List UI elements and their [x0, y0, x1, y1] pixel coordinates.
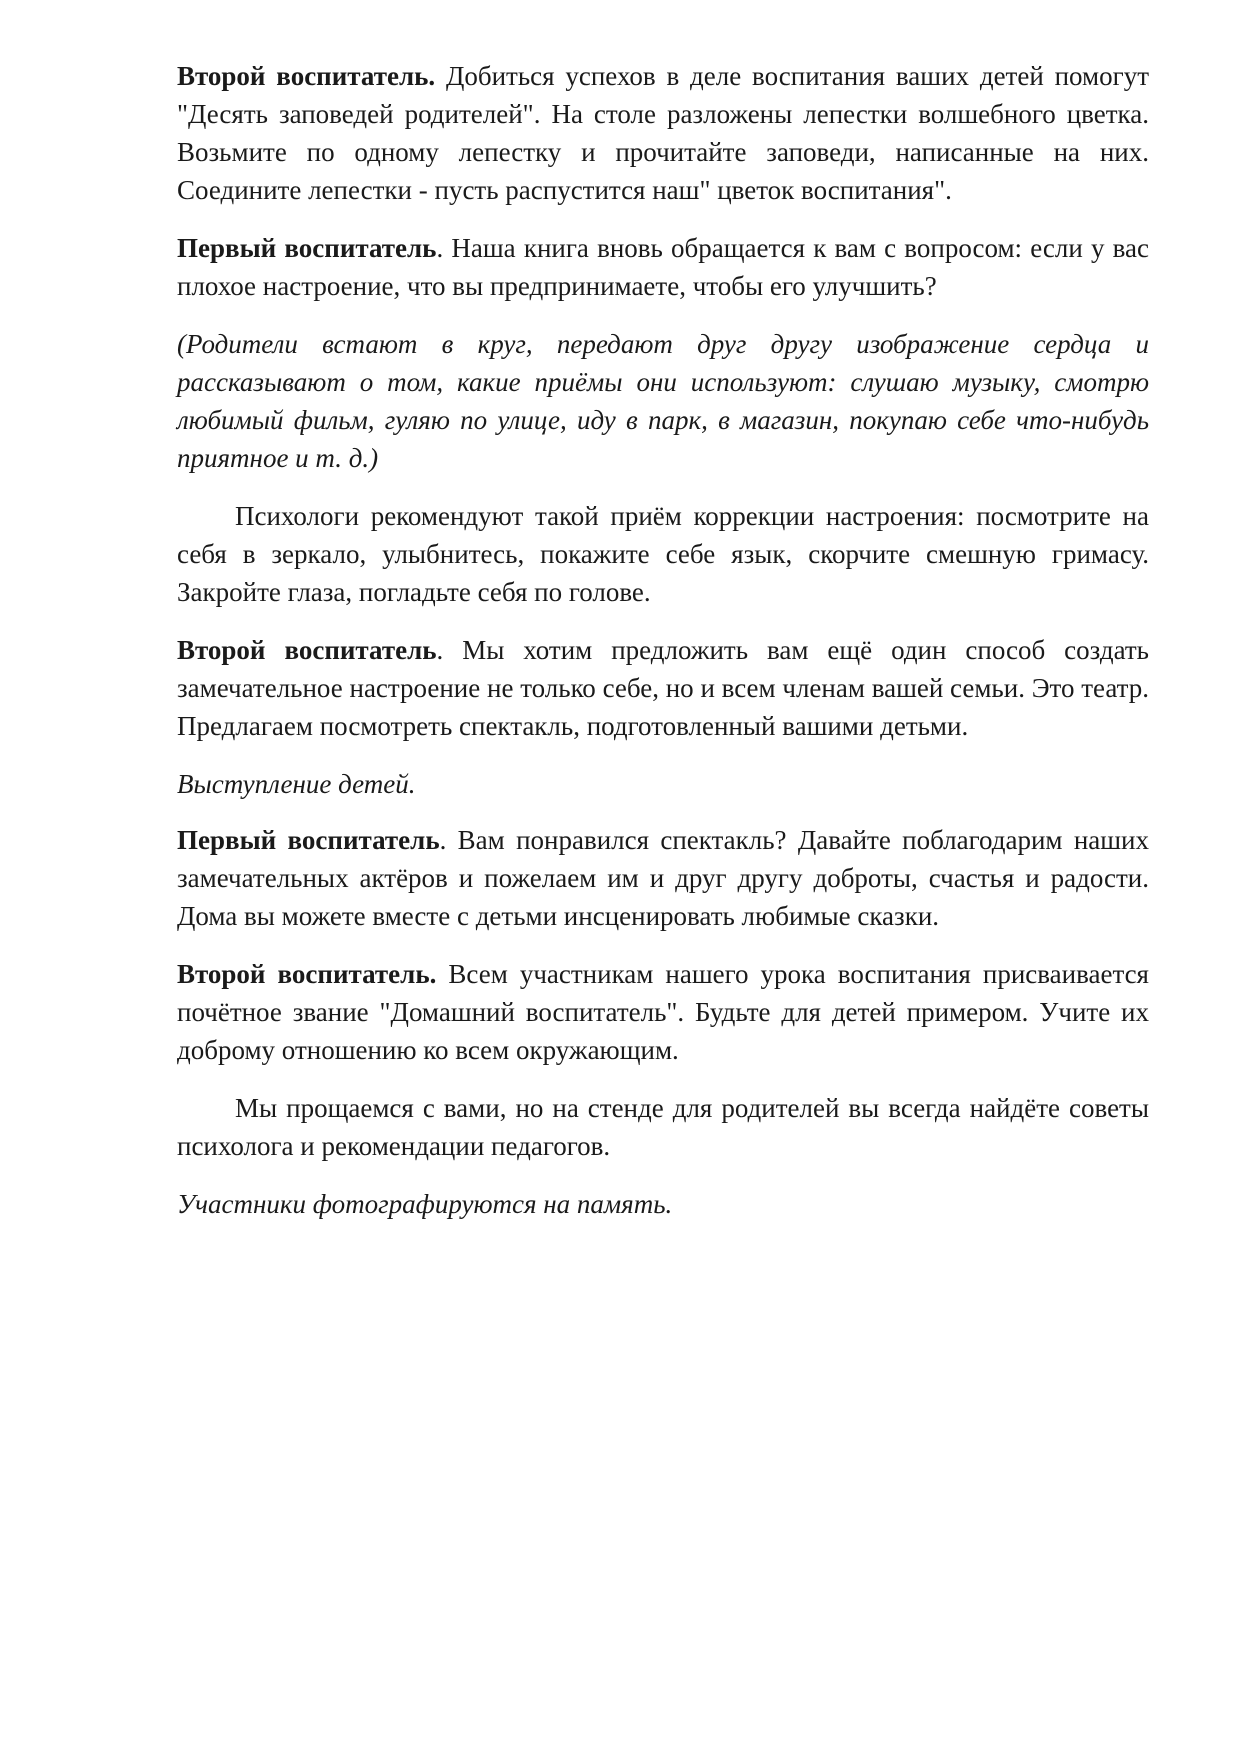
speaker-label: Второй воспитатель.: [177, 61, 436, 91]
paragraph-stage-direction-circle: [177, 325, 1149, 477]
paragraph-first-educator-thanks: [177, 821, 1149, 935]
paragraph-first-educator-question: [177, 229, 1149, 305]
paragraph-text: Добиться успехов в деле воспитания ваших детей помогут "Десять заповедей родителей". На столе разложены лепестки волшебного цветка. Возьмите по одному лепестку и прочитайте заповеди, написанные на них. Соедините лепестки - пусть распустится наш" цветок воспитания".: [177, 61, 1149, 205]
paragraph-text: (Родители встают в круг, передают друг другу изображение сердца и рассказывают о том, какие приёмы они используют: слушаю музыку, смотрю любимый фильм, гуляю по улице, иду в парк, в магазин, покупаю себе что-нибудь приятное и т. д.): [177, 329, 1149, 473]
speaker-label: Первый воспитатель: [177, 233, 437, 263]
paragraph-text: Выступление детей.: [177, 769, 416, 799]
paragraph-second-educator-title: [177, 955, 1149, 1069]
paragraph-text: . Вам понравился спектакль? Давайте поблагодарим наших замечательных актёров и пожелаем им и друг другу доброты, счастья и радости. Дома вы можете вместе с детьми инсценировать любимые сказки.: [177, 825, 1149, 931]
paragraph-text: Психологи рекомендуют такой приём коррекции настроения: посмотрите на себя в зеркало, улыбнитесь, покажите себе язык, скорчите смешную гримасу. Закройте глаза, погладьте себя по голове.: [177, 501, 1149, 607]
speaker-label: Первый воспитатель: [177, 825, 440, 855]
speaker-label: Второй воспитатель: [177, 635, 437, 665]
paragraph-farewell: [177, 1089, 1149, 1165]
paragraph-text: Мы прощаемся с вами, но на стенде для родителей вы всегда найдёте советы психолога и рекомендации педагогов.: [177, 1093, 1149, 1161]
paragraph-stage-direction-performance: [177, 765, 1149, 803]
document-body: [177, 57, 1149, 1243]
paragraph-second-educator-theatre: [177, 631, 1149, 745]
paragraph-psychologists-advice: [177, 497, 1149, 611]
paragraph-text: Участники фотографируются на память.: [177, 1189, 673, 1219]
speaker-label: Второй воспитатель.: [177, 959, 437, 989]
paragraph-stage-direction-photo: [177, 1185, 1149, 1223]
paragraph-second-educator-commandments: [177, 57, 1149, 209]
paragraph-text: Всем участникам нашего урока воспитания присваивается почётное звание "Домашний воспитатель". Будьте для детей примером. Учите их доброму отношению ко всем окружающим.: [177, 959, 1149, 1065]
paragraph-text: . Мы хотим предложить вам ещё один способ создать замечательное настроение не только себе, но и всем членам вашей семьи. Это театр. Предлагаем посмотреть спектакль, подготовленный вашими детьми.: [177, 635, 1149, 741]
paragraph-text: . Наша книга вновь обращается к вам с вопросом: если у вас плохое настроение, что вы предпринимаете, чтобы его улучшить?: [177, 233, 1149, 301]
